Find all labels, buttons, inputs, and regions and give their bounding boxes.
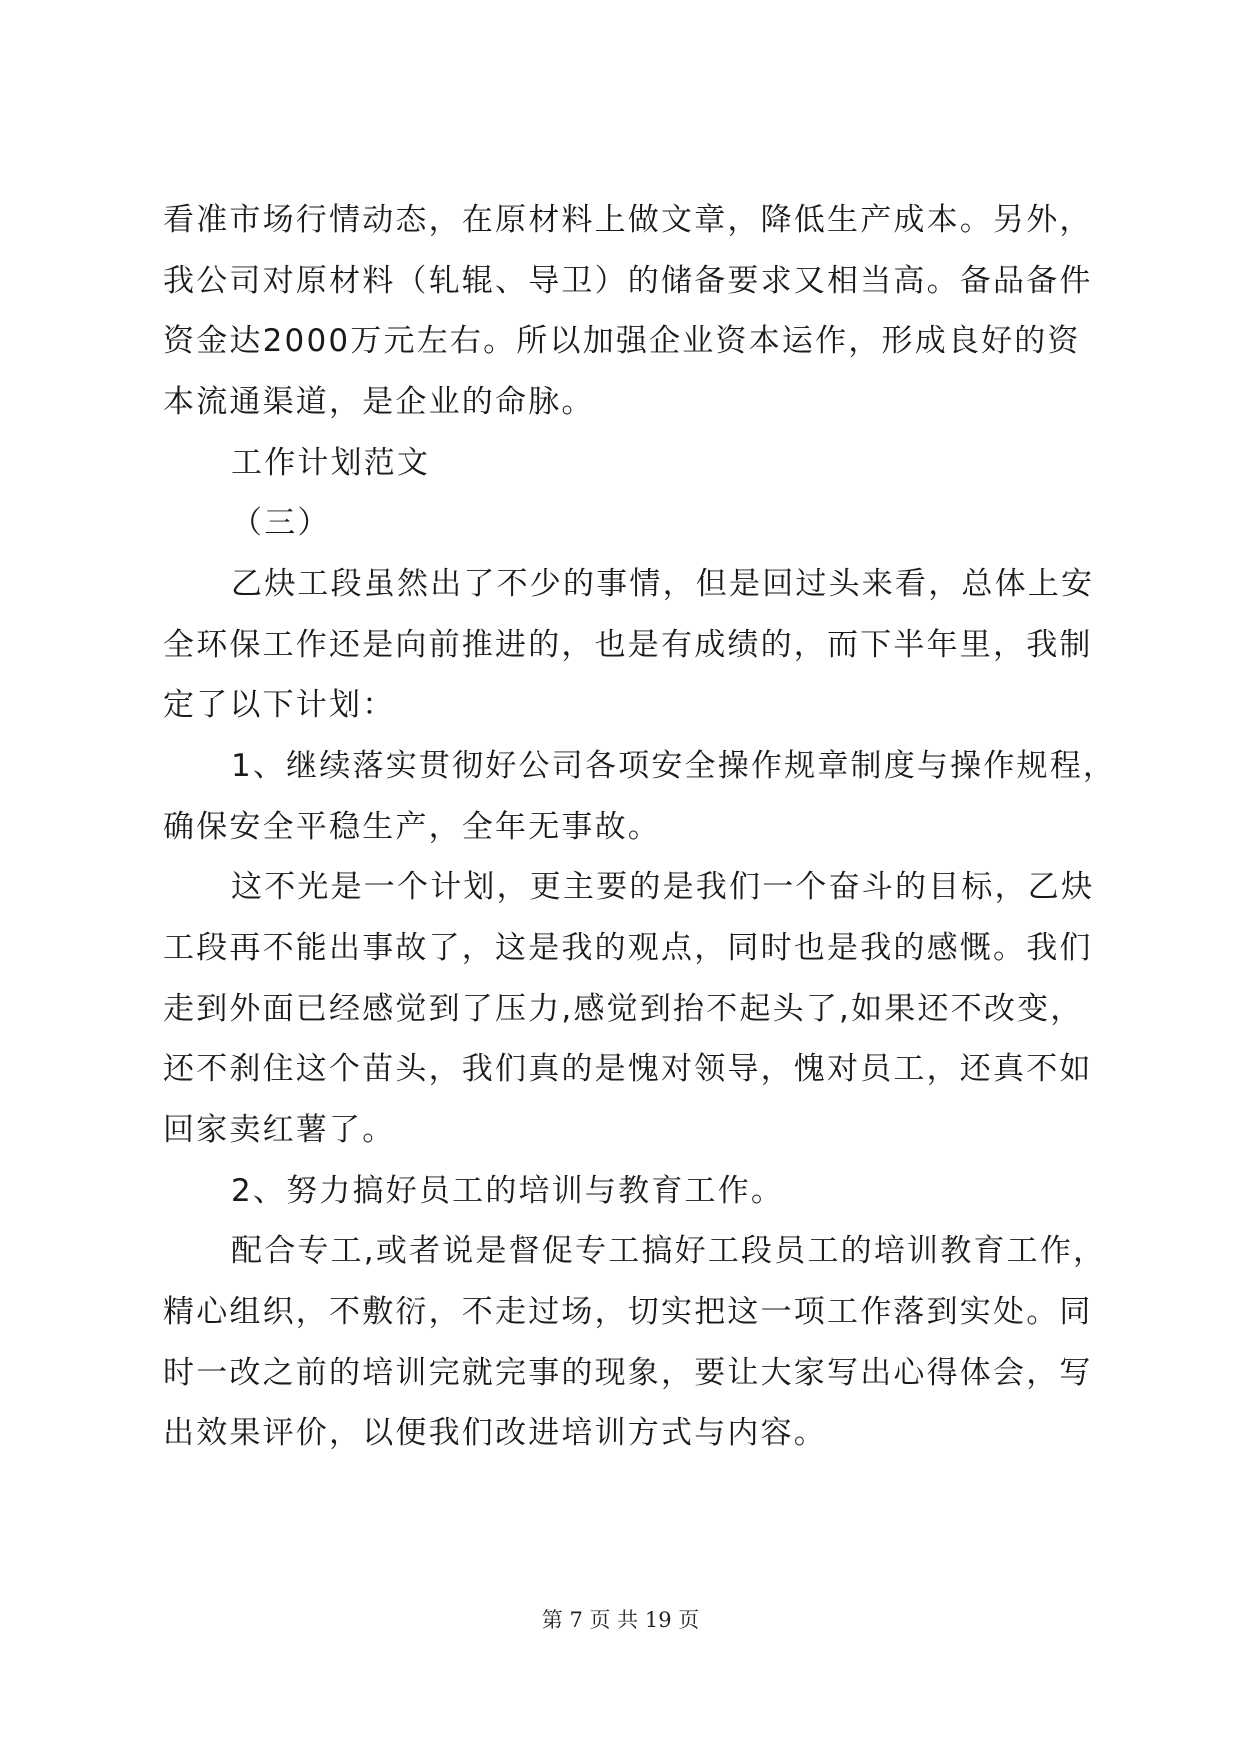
text-line: 时一改之前的培训完就完事的现象，要让大家写出心得体会，写 (163, 1355, 1093, 1391)
text-line: 资金达2000万元左右。所以加强企业资本运作，形成良好的资 (163, 323, 1081, 359)
text-line: 配合专工,或者说是督促专工搞好工段员工的培训教育工作， (231, 1233, 1107, 1269)
text-line: 全环保工作还是向前推进的，也是有成绩的，而下半年里，我制 (163, 627, 1093, 663)
text-line: 回家卖红薯了。 (163, 1112, 396, 1148)
text-line: 精心组织，不敷衍，不走过场，切实把这一项工作落到实处。同 (163, 1294, 1093, 1330)
text-line: 我公司对原材料（轧辊、导卫）的储备要求又相当高。备品备件 (163, 263, 1093, 299)
text-line: 乙炔工段虽然出了不少的事情，但是回过头来看，总体上安 (231, 566, 1095, 602)
text-line: 还不刹住这个苗头，我们真的是愧对领导，愧对员工，还真不如 (163, 1051, 1093, 1087)
text-line: 本流通渠道，是企业的命脉。 (163, 384, 595, 420)
section-number: （三） (231, 505, 331, 541)
text-line: 看准市场行情动态，在原材料上做文章，降低生产成本。另外， (163, 202, 1093, 238)
text-line: 出效果评价，以便我们改进培训方式与内容。 (163, 1415, 827, 1451)
text-line: 走到外面已经感觉到了压力,感觉到抬不起头了,如果还不改变， (163, 991, 1084, 1027)
section-heading: 工作计划范文 (231, 445, 431, 481)
text-line: 工段再不能出事故了，这是我的观点，同时也是我的感慨。我们 (163, 930, 1093, 966)
text-line: 确保安全平稳生产，全年无事故。 (163, 809, 661, 845)
list-item: 2、努力搞好员工的培训与教育工作。 (231, 1173, 785, 1209)
text-line: 定了以下计划： (163, 687, 396, 723)
page-number-footer: 第 7 页 共 19 页 (541, 1608, 700, 1632)
list-item: 1、继续落实贯彻好公司各项安全操作规章制度与操作规程， (231, 748, 1117, 784)
text-line: 这不光是一个计划，更主要的是我们一个奋斗的目标，乙炔 (231, 869, 1095, 905)
